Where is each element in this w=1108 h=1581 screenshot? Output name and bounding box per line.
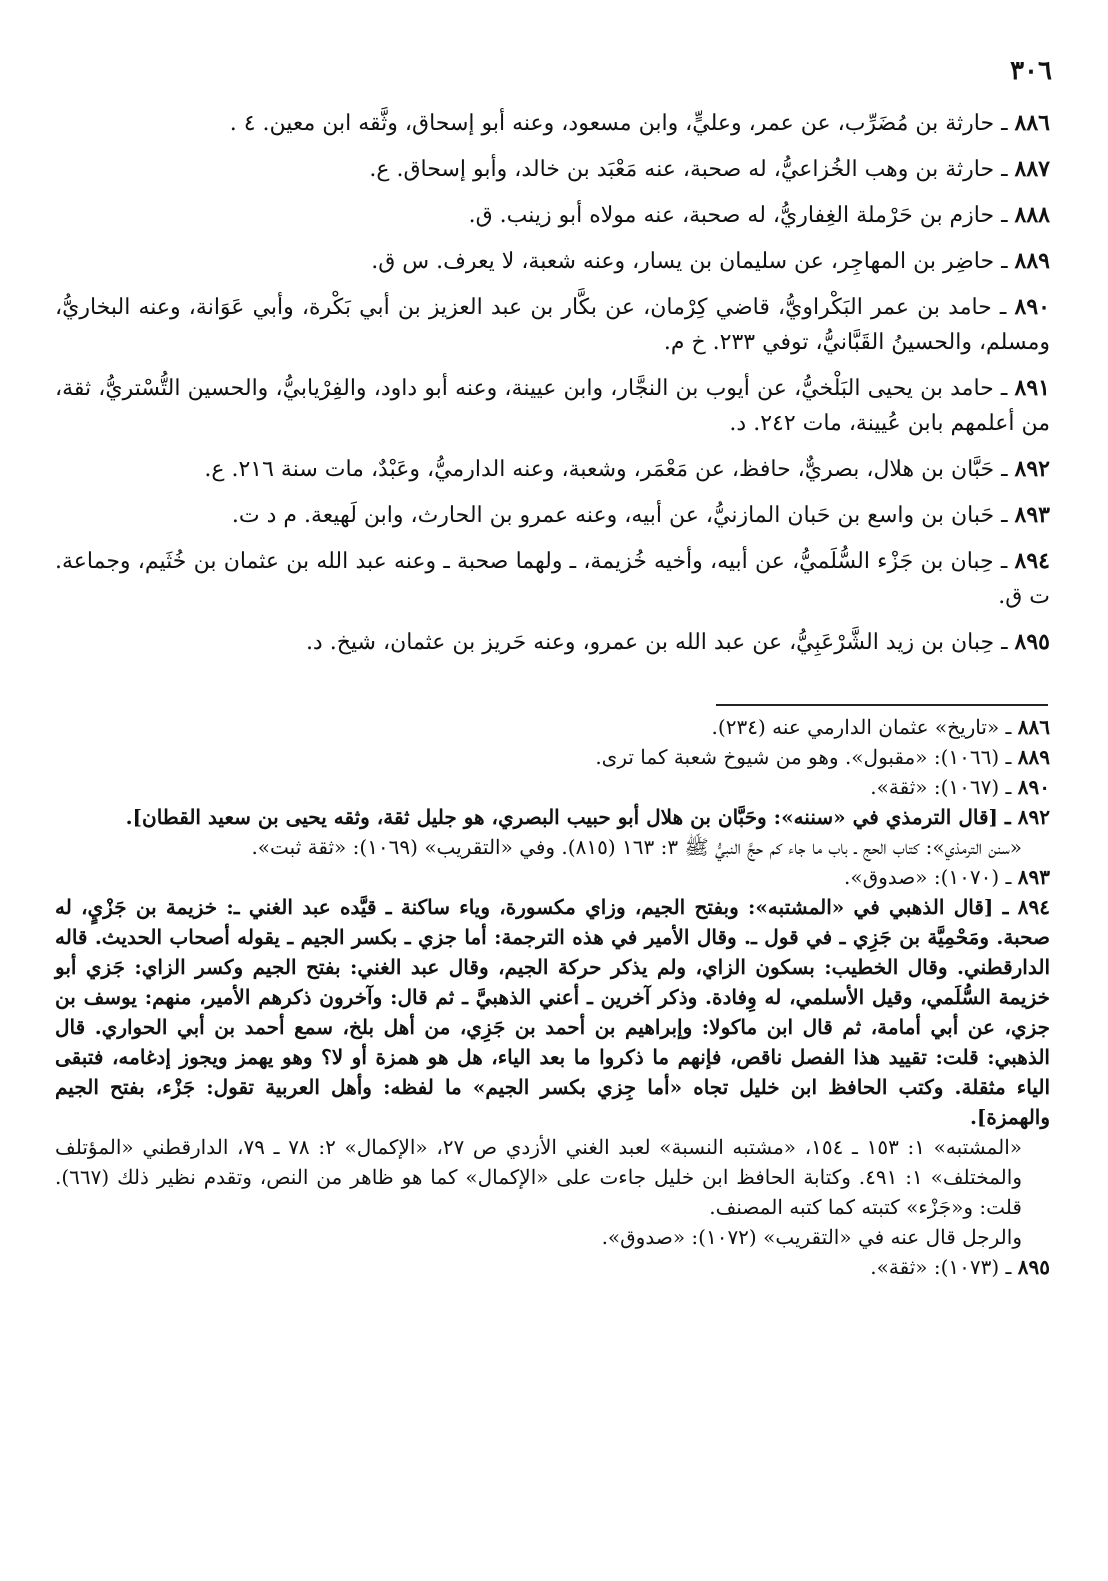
footnote-text: والرجل قال عنه في «التقريب» (١٠٧٢): «صدوق».	[601, 1225, 1022, 1249]
page-number: ٣٠٦	[1010, 56, 1052, 86]
entry-text: حارثة بن وهب الخُزاعيُّ، له صحبة، عنه مَعْبَد بن خالد، وأبو إسحاق. ع.	[369, 157, 995, 182]
entry: ٨٩٠ ـ حامد بن عمر البَكْراويُّ، قاضي كِرْمان، عن بكَّار بن عبد العزيز بن أبي بَكْرة، وأبي عَوَانة، وعنه البخاريُّ، ومسلم، والحسينُ القَبَّانيُّ، توفي ٢٣٣. خ م.	[55, 294, 1050, 355]
entry-number: ٨٩١	[1014, 375, 1050, 401]
entry: ٨٩٣ ـ حَبان بن واسع بن حَبان المازنيُّ، عن أبيه، وعنه عمرو بن الحارث، وابن لَهيعة. م د ت.	[231, 502, 1050, 528]
footnote: ٨٩٠ ـ (١٠٦٧): «ثقة».	[870, 775, 1050, 799]
entry-text: حِبان بن جَزْء السُّلَميُّ، عن أبيه، وأخيه خُزيمة، ـ ولهما صحبة ـ وعنه عبد الله بن عثمان بن خُثَيم، وجماعة. ت ق.	[55, 549, 1050, 609]
entry: ٨٨٩ ـ حاضِر بن المهاجِر، عن سليمان بن يسار، وعنه شعبة، لا يعرف. س ق.	[371, 248, 1050, 274]
entry-text: حَبان بن واسع بن حَبان المازنيُّ، عن أبيه، وعنه عمرو بن الحارث، وابن لَهيعة. م د ت.	[231, 503, 995, 528]
entry-number: ٨٩٥	[1014, 629, 1050, 655]
entry-number: ٨٨٧	[1014, 156, 1050, 182]
footnote-number: ٨٨٩	[1017, 745, 1050, 769]
footnotes	[55, 712, 1050, 1282]
footnote-number: ٨٩٣	[1017, 865, 1050, 889]
entry: ٨٩٥ ـ حِبان بن زيد الشَّرْعَبِيُّ، عن عبد الله بن عمرو، وعنه حَريز بن عثمان، شيخ. د.	[305, 629, 1050, 655]
entry-number: ٨٨٩	[1014, 248, 1050, 274]
entry: ٨٩١ ـ حامد بن يحيى البَلْخيُّ، عن أيوب بن النجَّار، وابن عيينة، وعنه أبو داود، والفِرْيابيُّ، والحسين التُّسْتريُّ، ثقة، من أعلمهم بابن عُيينة، مات ٢٤٢. د.	[55, 375, 1050, 436]
entry-number: ٨٩٤	[1014, 548, 1050, 574]
footnote: ٨٨٩ ـ (١٠٦٦): «مقبول». وهو من شيوخ شعبة كما ترى.	[595, 745, 1050, 769]
footnote-text: (١٠٧٣): «ثقة».	[870, 1255, 1000, 1279]
entry-text: حامد بن يحيى البَلْخيُّ، عن أيوب بن النجَّار، وابن عيينة، وعنه أبو داود، والفِرْيابيُّ، والحسين التُّسْتريُّ، ثقة، من أعلمهم بابن عُيينة، مات ٢٤٢. د.	[55, 376, 1050, 436]
footnote-number: ٨٩٤	[1017, 895, 1051, 919]
entry-number: ٨٩٣	[1014, 502, 1050, 528]
entry-number: ٨٩٠	[1014, 294, 1050, 320]
footnote-text: «تاريخ» عثمان الدارمي عنه (٢٣٤).	[711, 715, 1000, 739]
footnote-number: ٨٨٦	[1017, 715, 1050, 739]
footnote-continuation	[55, 832, 1050, 862]
entry-text: حارثة بن مُضَرِّب، عن عمر، وعليٍّ، وابن مسعود، وعنه أبو إسحاق، وثَّقه ابن معين. ٤ .	[229, 111, 995, 136]
footnote-continuation	[55, 1132, 1050, 1222]
entry: ٨٨٧ ـ حارثة بن وهب الخُزاعيُّ، له صحبة، عنه مَعْبَد بن خالد، وأبو إسحاق. ع.	[369, 156, 1050, 182]
entry-text: حَبَّان بن هلال، بصريٌّ، حافظ، عن مَعْمَر، وشعبة، وعنه الدارميُّ، وعَبْدٌ، مات سنة ٢١٦. ع.	[204, 457, 995, 482]
footnote-number: ٨٩٢	[1017, 805, 1050, 829]
footnote-text: «سنن الترمذي»: كتاب الحج ـ باب ما جاء كم حجَّ النبيُّ ﷺ ٣: ١٦٣ (٨١٥). وفي «التقريب» (١٠٦٩): «ثقة ثبت».	[251, 835, 1022, 859]
footnote: ٨٨٦ ـ «تاريخ» عثمان الدارمي عنه (٢٣٤).	[711, 715, 1050, 739]
entry-number: ٨٨٦	[1014, 110, 1050, 136]
entries-list	[55, 106, 1050, 671]
entry-text: حازم بن حَرْملة الغِفاريُّ، له صحبة، عنه مولاه أبو زينب. ق.	[468, 203, 995, 228]
footnote-text: [قال الذهبي في «المشتبه»: وبفتح الجيم، وزاي مكسورة، وياء ساكنة ـ قيَّده عبد الغني ـ: خزيمة بن جَزْيٍ، له صحبة. ومَحْمِيَّة بن جَزِي ـ في قول ـ. وقال الأمير في هذه الترجمة: أما جزي ـ بكسر الجيم ـ يقوله أصحاب الحديث. قاله الدارقطني. وقال الخطيب: بسكون الزاي، ولم يذكر حركة الجيم، وقال عبد الغني: بفتح الجيم وكسر الزاي: جَزي أبو خزيمة السُّلَمي، وقيل الأسلمي، له وِفادة. وذكر آخرين ـ أعني الذهبيَّ ـ ثم قال: وآخرون ذكرهم الأمير، منهم: يوسف بن جزي، عن أبي أمامة، ثم قال ابن ماكولا: وإبراهيم بن أحمد بن جَزِي، من أهل بلخ، سمع أحمد بن أبي الحواري. قال الذهبي: قلت: تقييد هذا الفصل ناقص، فإنهم ما ذكروا ما بعد الياء، هل هو همزة أو لا؟ وهو يهمز ويجوز إدغامه، فتبقى الياء مثقلة. وكتب الحافظ ابن خليل تجاه «أما جِزي بكسر الجيم» ما لفظه: وأهل العربية تقول: جَزْء، بفتح الجيم والهمزة].	[55, 895, 1050, 1129]
entry-text: حِبان بن زيد الشَّرْعَبِيُّ، عن عبد الله بن عمرو، وعنه حَريز بن عثمان، شيخ. د.	[305, 630, 995, 655]
footnote: ٨٩٥ ـ (١٠٧٣): «ثقة».	[870, 1255, 1050, 1279]
footnote-text: «المشتبه» ١: ١٥٣ ـ ١٥٤، «مشتبه النسبة» لعبد الغني الأزدي ص ٢٧، «الإكمال» ٢: ٧٨ ـ ٧٩، الدارقطني «المؤتلف والمختلف» ١: ٤٩١. وكتابة الحافظ ابن خليل جاءت على «الإكمال» كما هو ظاهر من النص، وتقدم نظير ذلك (٦٦٧). قلت: و«جَزْء» كتبته كما كتبه المصنف.	[55, 1135, 1022, 1219]
footnote: ٨٩٤ ـ [قال الذهبي في «المشتبه»: وبفتح الجيم، وزاي مكسورة، وياء ساكنة ـ قيَّده عبد الغني ـ: خزيمة بن جَزْيٍ، له صحبة. ومَحْمِيَّة بن جَزِي ـ في قول ـ. وقال الأمير في هذه الترجمة: أما جزي ـ بكسر الجيم ـ يقوله أصحاب الحديث. قاله الدارقطني. وقال الخطيب: بسكون الزاي، ولم يذكر حركة الجيم، وقال عبد الغني: بفتح الجيم وكسر الزاي: جَزي أبو خزيمة السُّلَمي، وقيل الأسلمي، له وِفادة. وذكر آخرين ـ أعني الذهبيَّ ـ ثم قال: وآخرون ذكرهم الأمير، منهم: يوسف بن جزي، عن أبي أمامة، ثم قال ابن ماكولا: وإبراهيم بن أحمد بن جَزِي، من أهل بلخ، سمع أحمد بن أبي الحواري. قال الذهبي: قلت: تقييد هذا الفصل ناقص، فإنهم ما ذكروا ما بعد الياء، هل هو همزة أو لا؟ وهو يهمز ويجوز إدغامه، فتبقى الياء مثقلة. وكتب الحافظ ابن خليل تجاه «أما جِزي بكسر الجيم» ما لفظه: وأهل العربية تقول: جَزْء، بفتح الجيم والهمزة].	[55, 895, 1051, 1129]
footnote: ٨٩٣ ـ (١٠٧٠): «صدوق».	[844, 865, 1050, 889]
footnote-text: (١٠٧٠): «صدوق».	[844, 865, 1000, 889]
entry-text: حامد بن عمر البَكْراويُّ، قاضي كِرْمان، عن بكَّار بن عبد العزيز بن أبي بَكْرة، وأبي عَوَانة، وعنه البخاريُّ، ومسلم، والحسينُ القَبَّانيُّ، توفي ٢٣٣. خ م.	[55, 295, 1050, 355]
entry: ٨٩٤ ـ حِبان بن جَزْء السُّلَميُّ، عن أبيه، وأخيه خُزيمة، ـ ولهما صحبة ـ وعنه عبد الله بن عثمان بن خُثَيم، وجماعة. ت ق.	[55, 548, 1050, 609]
footnote-text: (١٠٦٦): «مقبول». وهو من شيوخ شعبة كما ترى.	[595, 745, 1000, 769]
footnote-divider	[716, 704, 1048, 706]
entry: ٨٩٢ ـ حَبَّان بن هلال، بصريٌّ، حافظ، عن مَعْمَر، وشعبة، وعنه الدارميُّ، وعَبْدٌ، مات سنة ٢١٦. ع.	[204, 456, 1050, 482]
entry-number: ٨٨٨	[1014, 202, 1050, 228]
footnote: ٨٩٢ ـ [قال الترمذي في «سننه»: وحَبَّان بن هلال أبو حبيب البصري، هو جليل ثقة، وثقه يحيى بن سعيد القطان].	[125, 805, 1050, 829]
footnote-number: ٨٩٥	[1017, 1255, 1050, 1279]
entry: ٨٨٦ ـ حارثة بن مُضَرِّب، عن عمر، وعليٍّ، وابن مسعود، وعنه أبو إسحاق، وثَّقه ابن معين. ٤ .	[229, 110, 1050, 136]
footnote-continuation	[55, 1222, 1050, 1252]
entry-number: ٨٩٢	[1014, 456, 1050, 482]
entry-text: حاضِر بن المهاجِر، عن سليمان بن يسار، وعنه شعبة، لا يعرف. س ق.	[371, 249, 995, 274]
footnote-number: ٨٩٠	[1017, 775, 1050, 799]
footnote-text: [قال الترمذي في «سننه»: وحَبَّان بن هلال أبو حبيب البصري، هو جليل ثقة، وثقه يحيى بن سعيد القطان].	[125, 805, 998, 829]
footnote-text: (١٠٦٧): «ثقة».	[870, 775, 1000, 799]
entry: ٨٨٨ ـ حازم بن حَرْملة الغِفاريُّ، له صحبة، عنه مولاه أبو زينب. ق.	[468, 202, 1050, 228]
